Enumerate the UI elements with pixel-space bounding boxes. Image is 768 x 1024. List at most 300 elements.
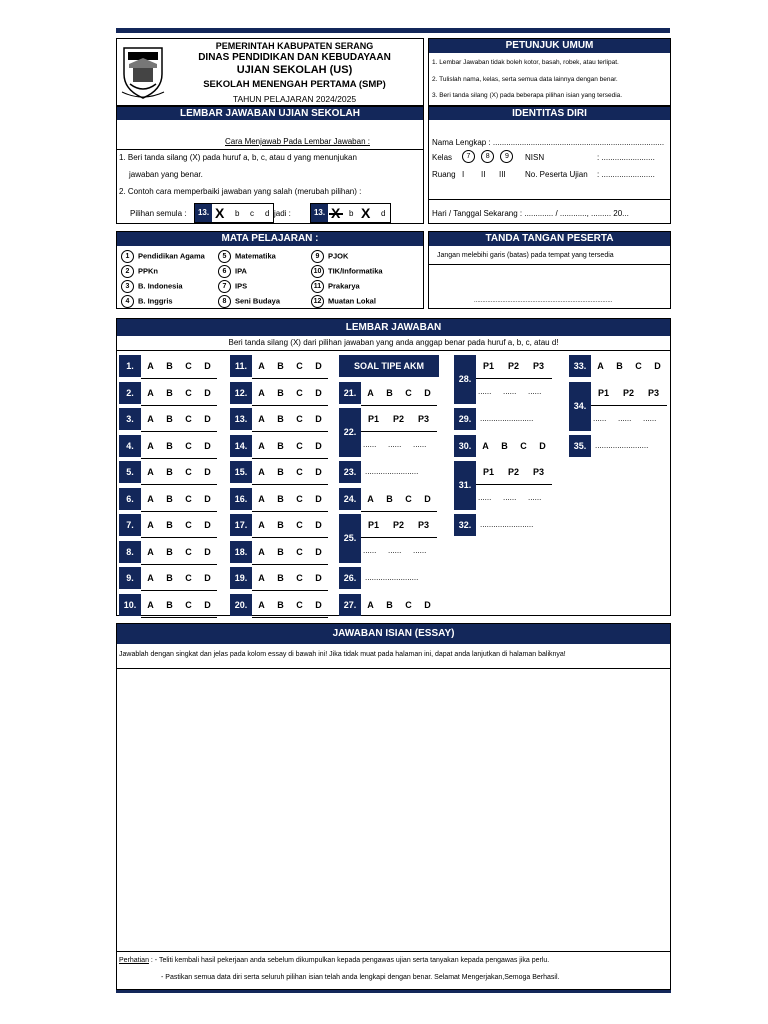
question-number: 10. bbox=[119, 594, 141, 616]
kelas-9[interactable]: 9 bbox=[500, 150, 513, 163]
answer-option[interactable]: A bbox=[367, 599, 374, 610]
new-cross-mark: X bbox=[361, 205, 371, 221]
lembar-jawaban-box bbox=[116, 318, 671, 616]
answer-option[interactable]: B bbox=[386, 387, 393, 398]
akm-header: SOAL TIPE AKM bbox=[339, 355, 439, 377]
ruang-3[interactable]: III bbox=[499, 170, 506, 179]
answer-option[interactable]: B bbox=[166, 414, 173, 424]
question-number: 28. bbox=[454, 355, 476, 404]
mapel-number: 7 bbox=[218, 280, 231, 293]
mapel-label: PJOK bbox=[328, 251, 349, 261]
blank-field[interactable]: ...... bbox=[478, 493, 492, 502]
answer-option[interactable]: B bbox=[166, 546, 173, 557]
answer-option[interactable]: C bbox=[520, 440, 527, 451]
row-line bbox=[141, 431, 217, 432]
blank-field[interactable]: ...... bbox=[618, 413, 632, 423]
divider bbox=[117, 951, 670, 952]
kabupaten-logo bbox=[120, 44, 166, 100]
answer-option[interactable]: D bbox=[204, 546, 211, 557]
row-line bbox=[252, 537, 328, 538]
cara-menjawab: Cara Menjawab Pada Lembar Jawaban : bbox=[225, 137, 370, 146]
example-before bbox=[194, 203, 274, 223]
mapel-item[interactable] bbox=[218, 265, 247, 278]
row-line bbox=[252, 590, 328, 591]
answer-option[interactable]: B bbox=[277, 440, 284, 451]
answer-option[interactable]: A bbox=[147, 599, 154, 610]
mapel-item[interactable] bbox=[218, 295, 280, 308]
p-label: P3 bbox=[532, 467, 544, 477]
answer-option[interactable]: D bbox=[315, 573, 322, 583]
essay-instr: Jawablah dengan singkat dan jelas pada kolom essay di bawah ini! Jika tidak muat pada halaman ini, dapat anda lanjutkan di halaman baliknya! bbox=[119, 651, 566, 658]
mapel-item[interactable] bbox=[121, 265, 158, 278]
blank-field[interactable]: ...... bbox=[593, 413, 607, 423]
p-label: P3 bbox=[647, 387, 659, 398]
option-b: b bbox=[235, 209, 240, 218]
row-line bbox=[252, 564, 328, 565]
mapel-label: B. Indonesia bbox=[138, 281, 183, 291]
answer-option[interactable]: B bbox=[277, 361, 284, 371]
petunjuk-title: PETUNJUK UMUM bbox=[429, 39, 670, 53]
answer-option[interactable]: D bbox=[315, 520, 322, 530]
mapel-number: 8 bbox=[218, 295, 231, 308]
question-number: 31. bbox=[454, 461, 476, 510]
row-line bbox=[141, 537, 217, 538]
question-number: 15. bbox=[230, 461, 252, 483]
blank-field[interactable]: ........................ bbox=[365, 573, 419, 582]
answer-option[interactable]: A bbox=[147, 493, 154, 504]
p-label: P2 bbox=[507, 361, 519, 371]
question-number: 14. bbox=[230, 435, 252, 457]
row-line bbox=[252, 484, 328, 485]
lembar-jawaban-title: LEMBAR JAWABAN bbox=[117, 319, 670, 336]
p-label: P2 bbox=[622, 387, 634, 398]
identitas-title: IDENTITAS DIRI bbox=[429, 107, 670, 120]
blank-field[interactable]: ...... bbox=[363, 440, 377, 449]
mapel-item[interactable] bbox=[311, 265, 383, 278]
answer-option[interactable]: A bbox=[367, 387, 374, 398]
mapel-item[interactable] bbox=[121, 280, 183, 293]
answer-option[interactable]: A bbox=[258, 493, 265, 504]
question-number: 32. bbox=[454, 514, 476, 536]
mapel-label: Matematika bbox=[235, 251, 276, 261]
mapel-label: Pendidikan Agama bbox=[138, 251, 205, 261]
answer-option[interactable]: D bbox=[204, 599, 211, 610]
lembar-jawaban-instr: Beri tanda silang (X) dari pilihan jawaban yang anda anggap benar pada huruf a, b, c, atau d! bbox=[228, 338, 559, 347]
row-line bbox=[141, 617, 217, 618]
answer-option[interactable]: A bbox=[258, 573, 265, 583]
answer-option[interactable]: B bbox=[386, 493, 393, 504]
mapel-box bbox=[116, 231, 424, 309]
mapel-item[interactable] bbox=[218, 250, 276, 263]
mapel-label: B. Inggris bbox=[138, 296, 173, 306]
nama-lengkap-field[interactable]: Nama Lengkap : ............................................................................. bbox=[432, 138, 665, 147]
blank-field[interactable]: ...... bbox=[388, 440, 402, 449]
peserta-label: No. Peserta Ujian bbox=[525, 170, 588, 179]
question-number: 7. bbox=[119, 514, 141, 536]
kelas-label: Kelas bbox=[432, 153, 453, 162]
p-label: P1 bbox=[367, 414, 379, 424]
answer-option[interactable]: B bbox=[166, 520, 173, 530]
row-line bbox=[141, 564, 217, 565]
row-line bbox=[252, 617, 328, 618]
answer-option[interactable]: D bbox=[204, 467, 211, 477]
question-number: 12. bbox=[230, 382, 252, 404]
answer-option[interactable]: C bbox=[635, 361, 642, 371]
answer-option[interactable]: A bbox=[147, 387, 154, 398]
kelas-7[interactable]: 7 bbox=[462, 150, 475, 163]
blank-field[interactable]: ...... bbox=[388, 546, 402, 555]
p-label: P1 bbox=[482, 467, 494, 477]
question-number: 5. bbox=[119, 461, 141, 483]
answer-option[interactable]: A bbox=[258, 467, 265, 477]
mapel-label: Muatan Lokal bbox=[328, 296, 376, 306]
answer-option[interactable]: D bbox=[424, 493, 431, 504]
divider bbox=[429, 199, 670, 200]
blank-field[interactable]: ...... bbox=[478, 387, 492, 396]
answer-option[interactable]: C bbox=[185, 414, 192, 424]
answer-option[interactable]: A bbox=[258, 520, 265, 530]
answer-option[interactable]: C bbox=[296, 573, 303, 583]
blank-field[interactable]: ........................ bbox=[480, 520, 534, 529]
p-label: P1 bbox=[367, 520, 379, 530]
answer-option[interactable]: C bbox=[296, 440, 303, 451]
row-line bbox=[361, 511, 437, 512]
p-label: P1 bbox=[597, 387, 609, 398]
answer-option[interactable]: A bbox=[147, 414, 154, 424]
answer-option[interactable]: D bbox=[315, 361, 322, 371]
petunjuk-item-2: 2. Tulislah nama, kelas, serta semua data lainnya dengan benar. bbox=[432, 76, 618, 83]
mapel-item[interactable] bbox=[121, 295, 173, 308]
row-line bbox=[361, 431, 437, 432]
row-line bbox=[141, 511, 217, 512]
kelas-options bbox=[462, 150, 517, 163]
divider bbox=[117, 350, 670, 351]
answer-option[interactable]: B bbox=[501, 440, 508, 451]
answer-option[interactable]: C bbox=[185, 599, 192, 610]
answer-option[interactable]: C bbox=[185, 546, 192, 557]
answer-option[interactable]: A bbox=[258, 440, 265, 451]
header-year: TAHUN PELAJARAN 2024/2025 bbox=[232, 94, 357, 104]
row-line bbox=[476, 378, 552, 379]
mapel-item[interactable] bbox=[311, 280, 360, 293]
blank-field[interactable]: ...... bbox=[413, 440, 427, 449]
row-line bbox=[361, 537, 437, 538]
answer-option[interactable]: C bbox=[296, 467, 303, 477]
mapel-item[interactable] bbox=[311, 295, 376, 308]
blank-field[interactable]: ........................ bbox=[480, 414, 534, 423]
blank-field[interactable]: ...... bbox=[363, 546, 377, 555]
header-exam: UJIAN SEKOLAH (US) bbox=[236, 64, 353, 76]
mapel-number: 4 bbox=[121, 295, 134, 308]
mapel-number: 10 bbox=[311, 265, 324, 278]
question-number: 8. bbox=[119, 541, 141, 563]
p-label: P3 bbox=[417, 414, 429, 424]
example-qnum-2: 13. bbox=[311, 204, 328, 222]
header-gov: PEMERINTAH KABUPATEN SERANG bbox=[215, 41, 374, 51]
mapel-number: 5 bbox=[218, 250, 231, 263]
crossed-out-mark-icon bbox=[331, 204, 340, 222]
blank-field[interactable]: ........................ bbox=[365, 467, 419, 476]
mapel-number: 2 bbox=[121, 265, 134, 278]
row-line bbox=[476, 484, 552, 485]
answer-option[interactable]: D bbox=[204, 493, 211, 504]
step-1b: jawaban yang benar. bbox=[129, 170, 203, 179]
petunjuk-item-3: 3. Beri tanda silang (X) pada beberapa pilihan isian yang tersedia. bbox=[432, 92, 623, 99]
footer-text-1: : - Teliti kembali hasil pekerjaan anda sebelum dikumpulkan kepada pengawas ujian serta tanyakan kepada pengawas jika perlu. bbox=[148, 957, 550, 964]
answer-option[interactable]: D bbox=[204, 573, 211, 583]
mapel-label: Prakarya bbox=[328, 281, 360, 291]
question-number: 6. bbox=[119, 488, 141, 510]
p-label: P2 bbox=[392, 414, 404, 424]
question-number: 24. bbox=[339, 488, 361, 510]
answer-option[interactable]: B bbox=[166, 361, 173, 371]
answer-option[interactable]: D bbox=[315, 493, 322, 504]
answer-option[interactable]: C bbox=[185, 467, 192, 477]
example-after bbox=[310, 203, 391, 223]
answer-option[interactable]: C bbox=[185, 493, 192, 504]
answer-option[interactable]: D bbox=[315, 467, 322, 477]
answer-option[interactable]: A bbox=[258, 599, 265, 610]
row-line bbox=[252, 458, 328, 459]
essay-title: JAWABAN ISIAN (ESSAY) bbox=[117, 624, 670, 644]
cross-mark: X bbox=[215, 205, 225, 221]
jadi-label: jadi : bbox=[274, 209, 291, 218]
p-label: P3 bbox=[532, 361, 544, 371]
option-d: d bbox=[265, 209, 270, 218]
row-line bbox=[252, 378, 328, 379]
footer-line-2: - Pastikan semua data diri serta seluruh pilihan isian telah anda lengkapi dengan benar. Selamat Mengerjakan,Semoga Berhasil. bbox=[161, 974, 560, 981]
answer-option[interactable]: C bbox=[405, 387, 412, 398]
question-number: 9. bbox=[119, 567, 141, 589]
answer-option[interactable]: B bbox=[166, 440, 173, 451]
answer-option[interactable]: A bbox=[258, 546, 265, 557]
row-line bbox=[141, 458, 217, 459]
answer-option[interactable]: C bbox=[185, 573, 192, 583]
answer-option[interactable]: A bbox=[597, 361, 604, 371]
essay-answer-area[interactable] bbox=[117, 669, 670, 949]
answer-option[interactable]: D bbox=[315, 414, 322, 424]
row-line bbox=[141, 484, 217, 485]
answer-option[interactable]: C bbox=[185, 520, 192, 530]
answer-option[interactable]: A bbox=[147, 361, 154, 371]
answer-option[interactable]: D bbox=[424, 387, 431, 398]
answer-option[interactable]: C bbox=[296, 493, 303, 504]
answer-option[interactable]: A bbox=[147, 440, 154, 451]
mapel-label: TIK/Informatika bbox=[328, 266, 383, 276]
divider bbox=[117, 149, 423, 150]
answer-option[interactable]: A bbox=[367, 493, 374, 504]
answer-option[interactable]: B bbox=[277, 599, 284, 610]
answer-option[interactable]: D bbox=[204, 440, 211, 451]
answer-option[interactable]: C bbox=[296, 387, 303, 398]
question-number: 4. bbox=[119, 435, 141, 457]
row-line bbox=[252, 511, 328, 512]
answer-option[interactable]: D bbox=[204, 361, 211, 371]
answer-option[interactable]: B bbox=[386, 599, 393, 610]
row-line bbox=[591, 405, 667, 406]
answer-option[interactable]: A bbox=[482, 440, 489, 451]
header-dept: DINAS PENDIDIKAN DAN KEBUDAYAAN bbox=[198, 52, 391, 63]
row-line bbox=[141, 378, 217, 379]
row-line bbox=[361, 405, 437, 406]
mapel-item[interactable] bbox=[121, 250, 205, 263]
option-d-2: d bbox=[381, 209, 386, 218]
petunjuk-box bbox=[428, 38, 671, 106]
question-number: 2. bbox=[119, 382, 141, 404]
question-number: 27. bbox=[339, 594, 361, 616]
peserta-field[interactable]: : ........................ bbox=[597, 170, 655, 179]
top-rule bbox=[116, 28, 670, 33]
answer-option[interactable]: D bbox=[204, 414, 211, 424]
answer-option[interactable]: D bbox=[315, 546, 322, 557]
answer-option[interactable]: B bbox=[277, 467, 284, 477]
signature-line[interactable]: ................................................................................... bbox=[474, 298, 613, 304]
footer-label: Perhatian bbox=[119, 957, 149, 964]
petunjuk-item-1: 1. Lembar Jawaban tidak boleh kotor, basah, robek, atau terlipat. bbox=[432, 59, 619, 66]
question-number: 18. bbox=[230, 541, 252, 563]
ttd-title: TANDA TANGAN PESERTA bbox=[429, 232, 670, 246]
blank-field[interactable]: ........................ bbox=[595, 440, 649, 450]
question-number: 19. bbox=[230, 567, 252, 589]
answer-option[interactable]: B bbox=[277, 493, 284, 504]
mapel-label: IPS bbox=[235, 281, 248, 291]
answer-option[interactable]: A bbox=[147, 573, 154, 583]
question-number: 20. bbox=[230, 594, 252, 616]
answer-option[interactable]: B bbox=[166, 599, 173, 610]
mapel-label: Seni Budaya bbox=[235, 296, 281, 306]
answer-option[interactable]: B bbox=[166, 387, 173, 398]
blank-field[interactable]: ...... bbox=[503, 493, 517, 502]
mapel-number: 1 bbox=[121, 250, 134, 263]
answer-option[interactable]: D bbox=[539, 440, 546, 451]
answer-option[interactable]: C bbox=[405, 599, 412, 610]
mapel-number: 3 bbox=[121, 280, 134, 293]
question-number: 23. bbox=[339, 461, 361, 483]
answer-option[interactable]: C bbox=[405, 493, 412, 504]
divider bbox=[429, 264, 670, 265]
row-line bbox=[252, 405, 328, 406]
mapel-item[interactable] bbox=[218, 280, 247, 293]
identitas-box bbox=[428, 106, 671, 224]
blank-field[interactable]: ...... bbox=[503, 387, 517, 396]
answer-option[interactable]: A bbox=[147, 520, 154, 530]
answer-option[interactable]: D bbox=[654, 361, 661, 371]
blank-field[interactable]: ...... bbox=[528, 493, 542, 502]
mapel-number: 11 bbox=[311, 280, 324, 293]
crossed-mark: X bbox=[331, 205, 341, 221]
kelas-8[interactable]: 8 bbox=[481, 150, 494, 163]
question-number: 26. bbox=[339, 567, 361, 589]
row-line bbox=[141, 405, 217, 406]
ruang-2[interactable]: II bbox=[481, 170, 486, 179]
answer-option[interactable]: C bbox=[296, 599, 303, 610]
answer-option[interactable]: B bbox=[166, 467, 173, 477]
answer-option[interactable]: A bbox=[147, 467, 154, 477]
mapel-label: PPKn bbox=[138, 266, 159, 276]
question-number: 16. bbox=[230, 488, 252, 510]
question-number: 13. bbox=[230, 408, 252, 430]
question-number: 3. bbox=[119, 408, 141, 430]
answer-option[interactable]: B bbox=[277, 387, 284, 398]
strike-line bbox=[329, 213, 343, 215]
bottom-rule bbox=[116, 990, 671, 993]
answer-option[interactable]: A bbox=[258, 414, 265, 424]
essay-box bbox=[116, 623, 671, 990]
row-line bbox=[141, 590, 217, 591]
ruang-label: Ruang bbox=[432, 170, 456, 179]
question-number: 30. bbox=[454, 435, 476, 457]
mapel-number: 6 bbox=[218, 265, 231, 278]
answer-option[interactable]: D bbox=[315, 440, 322, 451]
nisn-field[interactable]: : ........................ bbox=[597, 153, 655, 162]
answer-option[interactable]: B bbox=[166, 573, 173, 583]
answer-option[interactable]: B bbox=[277, 520, 284, 530]
p-label: P2 bbox=[392, 520, 404, 530]
question-number: 33. bbox=[569, 355, 591, 377]
ttd-note: Jangan melebihi garis (batas) pada tempat yang tersedia bbox=[437, 252, 614, 259]
answer-option[interactable]: C bbox=[185, 440, 192, 451]
question-number: 29. bbox=[454, 408, 476, 430]
blank-field[interactable]: ...... bbox=[643, 413, 657, 423]
question-number: 22. bbox=[339, 408, 361, 457]
answer-option[interactable]: B bbox=[616, 361, 623, 371]
answer-option[interactable]: A bbox=[258, 361, 265, 371]
answer-option[interactable]: B bbox=[277, 573, 284, 583]
question-number: 1. bbox=[119, 355, 141, 377]
blank-field[interactable]: ...... bbox=[528, 387, 542, 396]
row-line bbox=[252, 431, 328, 432]
answer-option[interactable]: A bbox=[258, 387, 265, 398]
mapel-item[interactable] bbox=[311, 250, 348, 263]
tanggal-field[interactable]: Hari / Tanggal Sekarang : ............. / ............, ......... 20... bbox=[432, 209, 629, 218]
answer-option[interactable]: D bbox=[315, 599, 322, 610]
header-box bbox=[116, 38, 424, 106]
answer-option[interactable]: D bbox=[315, 387, 322, 398]
answer-option[interactable]: A bbox=[147, 546, 154, 557]
answer-option[interactable]: D bbox=[424, 599, 431, 610]
question-number: 17. bbox=[230, 514, 252, 536]
nisn-label: NISN bbox=[525, 153, 545, 162]
answer-option[interactable]: B bbox=[277, 546, 284, 557]
answer-option[interactable]: D bbox=[204, 520, 211, 530]
answer-option[interactable]: C bbox=[296, 520, 303, 530]
mapel-label: IPA bbox=[235, 266, 247, 276]
answer-option[interactable]: C bbox=[185, 361, 192, 371]
answer-option[interactable]: C bbox=[296, 546, 303, 557]
footer-line-1 bbox=[119, 957, 549, 964]
step-2: 2. Contoh cara memperbaiki jawaban yang salah (merubah pilihan) : bbox=[119, 187, 362, 196]
question-number: 34. bbox=[569, 382, 591, 431]
answer-option[interactable]: C bbox=[185, 387, 192, 398]
answer-option[interactable]: B bbox=[166, 493, 173, 504]
answer-option[interactable]: D bbox=[204, 387, 211, 398]
answer-option[interactable]: C bbox=[296, 361, 303, 371]
header-school: SEKOLAH MENENGAH PERTAMA (SMP) bbox=[203, 79, 386, 90]
example-qnum: 13. bbox=[195, 204, 212, 222]
p-label: P2 bbox=[507, 467, 519, 477]
question-number: 35. bbox=[569, 435, 591, 457]
p-label: P3 bbox=[417, 520, 429, 530]
blank-field[interactable]: ...... bbox=[413, 546, 427, 555]
question-number: 11. bbox=[230, 355, 252, 377]
lembar-us-title: LEMBAR JAWABAN UJIAN SEKOLAH bbox=[117, 107, 423, 120]
answer-option[interactable]: B bbox=[277, 414, 284, 424]
mapel-number: 12 bbox=[311, 295, 324, 308]
ruang-1[interactable]: I bbox=[462, 170, 465, 179]
p-label: P1 bbox=[482, 361, 494, 371]
answer-option[interactable]: C bbox=[296, 414, 303, 424]
pilihan-semula-label: Pilihan semula : bbox=[130, 209, 187, 218]
